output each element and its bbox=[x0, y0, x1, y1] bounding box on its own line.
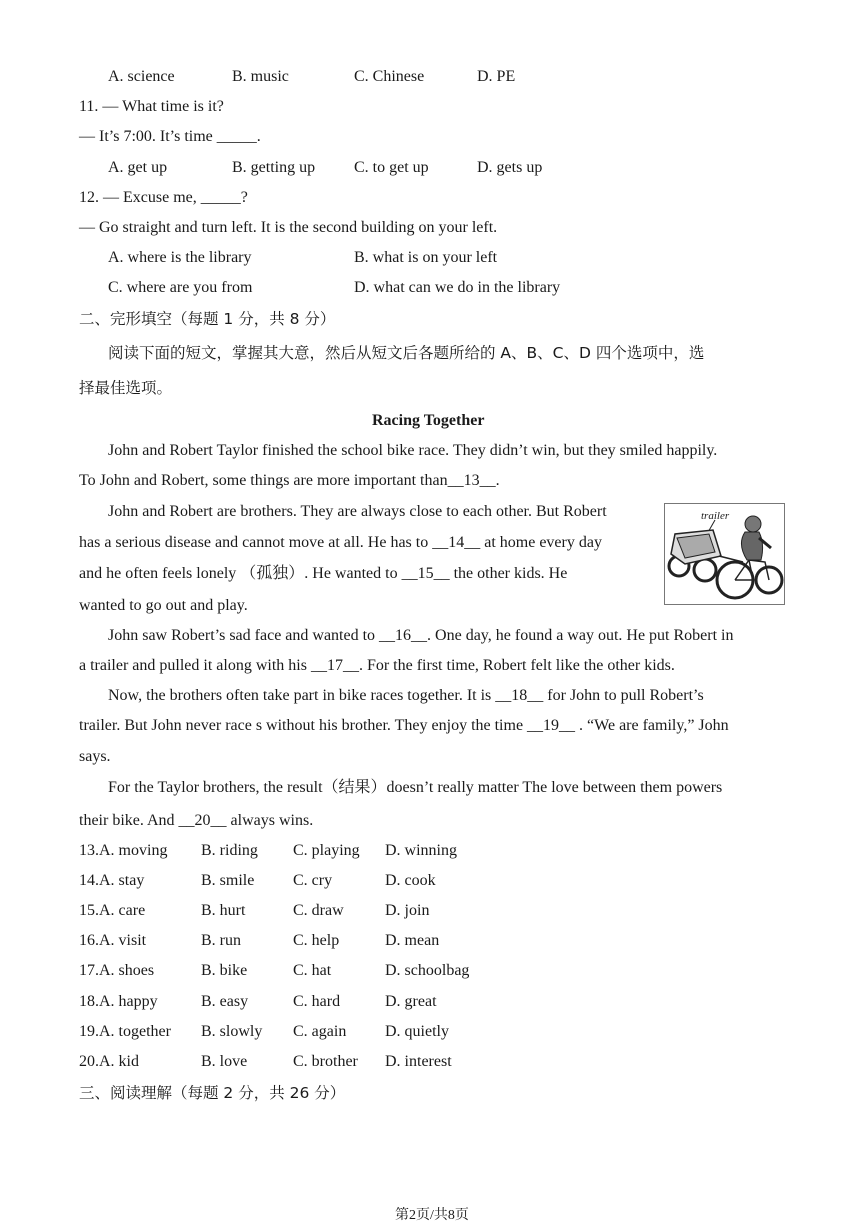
option-row-20-a: 20.A. kid bbox=[79, 1053, 139, 1070]
q11-option-b: B. getting up bbox=[232, 159, 316, 176]
option-row-16-a: 16.A. visit bbox=[79, 932, 147, 949]
option-row-19-b: B. slowly bbox=[201, 1023, 263, 1040]
option-row-20-c: C. brother bbox=[293, 1053, 358, 1070]
option-row-16-d: D. mean bbox=[385, 932, 440, 949]
option-row-18-d: D. great bbox=[385, 993, 437, 1010]
passage-p5-line1: For the Taylor brothers, the result（结果）doesn’t really matter The love between them powers bbox=[108, 779, 723, 796]
q12-option-a: A. where is the library bbox=[108, 249, 252, 266]
q12-reply: — Go straight and turn left. It is the second building on your left. bbox=[79, 219, 498, 236]
option-row-18-a: 18.A. happy bbox=[79, 993, 158, 1010]
option-row-16-b: B. run bbox=[201, 932, 241, 949]
passage-p2-line1: John and Robert are brothers. They are always close to each other. But Robert bbox=[108, 503, 607, 520]
section3-heading: 三、阅读理解（每题 2 分，共 26 分） bbox=[79, 1084, 346, 1102]
passage-p3-line1: John saw Robert’s sad face and wanted to __16__. One day, he found a way out. He put Robert in bbox=[108, 627, 734, 644]
option-row-15-b: B. hurt bbox=[201, 902, 246, 919]
q10-option-c: C. Chinese bbox=[354, 68, 425, 85]
option-row-14-a: 14.A. stay bbox=[79, 872, 145, 889]
passage-p2-line3: and he often feels lonely （孤独）. He wanted to __15__ the other kids. He bbox=[79, 565, 568, 582]
section2-instruction-line2: 择最佳选项。 bbox=[79, 379, 173, 397]
passage-p1-line2: To John and Robert, some things are more important than__13__. bbox=[79, 472, 500, 489]
option-row-18-c: C. hard bbox=[293, 993, 341, 1010]
option-row-17-c: C. hat bbox=[293, 962, 332, 979]
option-row-17-d: D. schoolbag bbox=[385, 962, 470, 979]
option-row-19-a: 19.A. together bbox=[79, 1023, 171, 1040]
q10-option-a: A. science bbox=[108, 68, 175, 85]
page-number: 第2页/共8页 bbox=[395, 1208, 469, 1223]
trailer-bike-illustration bbox=[664, 503, 785, 605]
q10-option-d: D. PE bbox=[477, 68, 516, 85]
q12-option-c: C. where are you from bbox=[108, 279, 253, 296]
option-row-20-d: D. interest bbox=[385, 1053, 452, 1070]
option-row-15-a: 15.A. care bbox=[79, 902, 146, 919]
passage-title: Racing Together bbox=[372, 412, 485, 429]
passage-p4-line1: Now, the brothers often take part in bike races together. It is __18__ for John to pull Robert’s bbox=[108, 687, 704, 704]
option-row-14-c: C. cry bbox=[293, 872, 333, 889]
q11-stem: 11. — What time is it? bbox=[79, 98, 224, 115]
option-row-17-a: 17.A. shoes bbox=[79, 962, 155, 979]
option-row-18-b: B. easy bbox=[201, 993, 249, 1010]
q11-reply: — It’s 7:00. It’s time _____. bbox=[79, 128, 261, 145]
option-row-13-d: D. winning bbox=[385, 842, 457, 859]
option-row-13-c: C. playing bbox=[293, 842, 360, 859]
option-row-20-b: B. love bbox=[201, 1053, 248, 1070]
section2-heading: 二、完形填空（每题 1 分，共 8 分） bbox=[79, 310, 336, 328]
option-row-13-b: B. riding bbox=[201, 842, 258, 859]
q11-option-a: A. get up bbox=[108, 159, 168, 176]
option-row-19-d: D. quietly bbox=[385, 1023, 449, 1040]
passage-p1-line1: John and Robert Taylor finished the school bike race. They didn’t win, but they smiled happily. bbox=[108, 442, 718, 459]
q11-option-c: C. to get up bbox=[354, 159, 429, 176]
q10-option-b: B. music bbox=[232, 68, 289, 85]
passage-p3-line2: a trailer and pulled it along with his __17__. For the first time, Robert felt like the other kids. bbox=[79, 657, 675, 674]
passage-p2-line4: wanted to go out and play. bbox=[79, 597, 248, 614]
option-row-15-c: C. draw bbox=[293, 902, 344, 919]
q12-stem: 12. — Excuse me, _____? bbox=[79, 189, 248, 206]
option-row-13-a: 13.A. moving bbox=[79, 842, 168, 859]
passage-p4-line3: says. bbox=[79, 748, 111, 765]
option-row-17-b: B. bike bbox=[201, 962, 248, 979]
option-row-14-b: B. smile bbox=[201, 872, 255, 889]
passage-p2-line2: has a serious disease and cannot move at all. He has to __14__ at home every day bbox=[79, 534, 602, 551]
option-row-16-c: C. help bbox=[293, 932, 340, 949]
option-row-14-d: D. cook bbox=[385, 872, 436, 889]
q11-option-d: D. gets up bbox=[477, 159, 543, 176]
passage-p5-line2: their bike. And __20__ always wins. bbox=[79, 812, 314, 829]
section2-instruction-line1: 阅读下面的短文，掌握其大意，然后从短文后各题所给的 A、B、C、D 四个选项中，选 bbox=[108, 344, 705, 362]
q12-option-d: D. what can we do in the library bbox=[354, 279, 561, 296]
option-row-19-c: C. again bbox=[293, 1023, 347, 1040]
q12-option-b: B. what is on your left bbox=[354, 249, 498, 266]
passage-p4-line2: trailer. But John never race s without his brother. They enjoy the time __19__ . “We are family,” John bbox=[79, 717, 729, 734]
illustration-caption: trailer bbox=[701, 510, 730, 522]
option-row-15-d: D. join bbox=[385, 902, 430, 919]
